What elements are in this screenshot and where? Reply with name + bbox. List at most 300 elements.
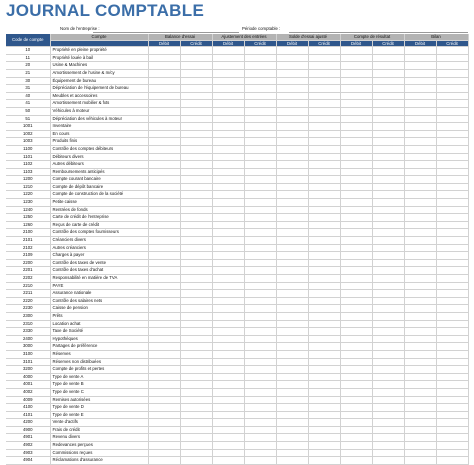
credit-cell[interactable] — [308, 320, 340, 328]
debit-cell[interactable] — [148, 47, 180, 55]
debit-cell[interactable] — [276, 396, 308, 404]
debit-cell[interactable] — [148, 214, 180, 222]
credit-cell[interactable] — [436, 282, 468, 290]
debit-cell[interactable] — [212, 252, 244, 260]
credit-cell[interactable] — [244, 252, 276, 260]
debit-cell[interactable] — [148, 290, 180, 298]
credit-cell[interactable] — [244, 145, 276, 153]
debit-cell[interactable] — [212, 343, 244, 351]
credit-cell[interactable] — [436, 335, 468, 343]
credit-cell[interactable] — [372, 138, 404, 146]
account-code-cell[interactable]: 4901 — [6, 434, 50, 442]
credit-cell[interactable] — [436, 373, 468, 381]
debit-cell[interactable] — [404, 168, 436, 176]
account-code-cell[interactable]: 1240 — [6, 206, 50, 214]
credit-cell[interactable] — [308, 343, 340, 351]
credit-cell[interactable] — [244, 426, 276, 434]
account-name-cell[interactable]: Assurance nationale — [50, 290, 148, 298]
debit-cell[interactable] — [404, 54, 436, 62]
account-code-cell[interactable]: 1102 — [6, 161, 50, 169]
debit-cell[interactable] — [276, 168, 308, 176]
debit-cell[interactable] — [212, 176, 244, 184]
account-code-cell[interactable]: 4002 — [6, 388, 50, 396]
debit-cell[interactable] — [148, 388, 180, 396]
debit-cell[interactable] — [212, 221, 244, 229]
credit-cell[interactable] — [308, 138, 340, 146]
account-code-cell[interactable]: 1001 — [6, 123, 50, 131]
debit-cell[interactable] — [276, 123, 308, 131]
credit-cell[interactable] — [372, 328, 404, 336]
debit-cell[interactable] — [148, 244, 180, 252]
credit-cell[interactable] — [180, 297, 212, 305]
debit-cell[interactable] — [404, 419, 436, 427]
credit-cell[interactable] — [308, 191, 340, 199]
debit-cell[interactable] — [212, 206, 244, 214]
debit-cell[interactable] — [404, 221, 436, 229]
debit-cell[interactable] — [148, 168, 180, 176]
credit-cell[interactable] — [244, 130, 276, 138]
debit-cell[interactable] — [212, 350, 244, 358]
credit-cell[interactable] — [436, 54, 468, 62]
debit-cell[interactable] — [276, 312, 308, 320]
credit-cell[interactable] — [244, 388, 276, 396]
debit-cell[interactable] — [404, 388, 436, 396]
credit-cell[interactable] — [436, 419, 468, 427]
account-name-cell[interactable]: Véhicules à moteur — [50, 107, 148, 115]
debit-cell[interactable] — [340, 411, 372, 419]
debit-cell[interactable] — [404, 312, 436, 320]
credit-cell[interactable] — [436, 381, 468, 389]
debit-cell[interactable] — [148, 206, 180, 214]
credit-cell[interactable] — [180, 350, 212, 358]
credit-cell[interactable] — [180, 404, 212, 412]
credit-cell[interactable] — [308, 145, 340, 153]
credit-cell[interactable] — [180, 77, 212, 85]
debit-cell[interactable] — [340, 229, 372, 237]
debit-cell[interactable] — [276, 335, 308, 343]
debit-cell[interactable] — [148, 161, 180, 169]
debit-cell[interactable] — [148, 419, 180, 427]
account-name-cell[interactable]: Contrôle des taxes d'achat — [50, 267, 148, 275]
account-name-cell[interactable]: Créanciers divers — [50, 237, 148, 245]
account-code-cell[interactable]: 40 — [6, 92, 50, 100]
debit-cell[interactable] — [212, 457, 244, 465]
account-name-cell[interactable]: Propriété en pleine propriété — [50, 47, 148, 55]
credit-cell[interactable] — [180, 252, 212, 260]
debit-cell[interactable] — [340, 350, 372, 358]
credit-cell[interactable] — [436, 229, 468, 237]
account-name-cell[interactable]: Vente d'actifs — [50, 419, 148, 427]
credit-cell[interactable] — [372, 267, 404, 275]
credit-cell[interactable] — [180, 229, 212, 237]
debit-cell[interactable] — [276, 244, 308, 252]
debit-cell[interactable] — [212, 396, 244, 404]
debit-cell[interactable] — [276, 449, 308, 457]
credit-cell[interactable] — [436, 77, 468, 85]
credit-cell[interactable] — [180, 130, 212, 138]
credit-cell[interactable] — [372, 320, 404, 328]
credit-cell[interactable] — [436, 107, 468, 115]
debit-cell[interactable] — [340, 107, 372, 115]
credit-cell[interactable] — [436, 350, 468, 358]
credit-cell[interactable] — [436, 168, 468, 176]
credit-cell[interactable] — [244, 350, 276, 358]
debit-cell[interactable] — [148, 404, 180, 412]
credit-cell[interactable] — [308, 107, 340, 115]
debit-cell[interactable] — [404, 47, 436, 55]
credit-cell[interactable] — [180, 411, 212, 419]
debit-cell[interactable] — [276, 191, 308, 199]
debit-cell[interactable] — [212, 199, 244, 207]
credit-cell[interactable] — [244, 381, 276, 389]
credit-cell[interactable] — [180, 62, 212, 70]
credit-cell[interactable] — [372, 130, 404, 138]
credit-cell[interactable] — [436, 92, 468, 100]
debit-cell[interactable] — [404, 206, 436, 214]
credit-cell[interactable] — [436, 267, 468, 275]
credit-cell[interactable] — [244, 366, 276, 374]
account-name-cell[interactable]: Réclamations d'assurance — [50, 457, 148, 465]
account-name-cell[interactable]: Frais de crédit — [50, 426, 148, 434]
credit-cell[interactable] — [244, 229, 276, 237]
credit-cell[interactable] — [308, 115, 340, 123]
account-code-cell[interactable]: 4200 — [6, 419, 50, 427]
credit-cell[interactable] — [244, 404, 276, 412]
credit-cell[interactable] — [180, 191, 212, 199]
debit-cell[interactable] — [276, 373, 308, 381]
credit-cell[interactable] — [180, 426, 212, 434]
credit-cell[interactable] — [308, 259, 340, 267]
account-code-cell[interactable]: 2210 — [6, 282, 50, 290]
account-name-cell[interactable]: PAYE — [50, 282, 148, 290]
debit-cell[interactable] — [276, 426, 308, 434]
debit-cell[interactable] — [340, 115, 372, 123]
debit-cell[interactable] — [148, 69, 180, 77]
credit-cell[interactable] — [180, 85, 212, 93]
debit-cell[interactable] — [212, 335, 244, 343]
account-code-cell[interactable]: 2330 — [6, 328, 50, 336]
credit-cell[interactable] — [180, 449, 212, 457]
credit-cell[interactable] — [308, 350, 340, 358]
account-code-cell[interactable]: 1101 — [6, 153, 50, 161]
debit-cell[interactable] — [340, 214, 372, 222]
account-code-cell[interactable]: 20 — [6, 62, 50, 70]
account-name-cell[interactable]: Type de vente D — [50, 404, 148, 412]
credit-cell[interactable] — [244, 275, 276, 283]
credit-cell[interactable] — [244, 100, 276, 108]
account-name-cell[interactable]: Redevances perçues — [50, 442, 148, 450]
debit-cell[interactable] — [340, 161, 372, 169]
debit-cell[interactable] — [148, 358, 180, 366]
account-code-cell[interactable]: 2300 — [6, 312, 50, 320]
debit-cell[interactable] — [148, 153, 180, 161]
credit-cell[interactable] — [372, 290, 404, 298]
debit-cell[interactable] — [340, 92, 372, 100]
credit-cell[interactable] — [244, 396, 276, 404]
credit-cell[interactable] — [180, 275, 212, 283]
debit-cell[interactable] — [404, 199, 436, 207]
account-name-cell[interactable]: Type de vente E — [50, 411, 148, 419]
credit-cell[interactable] — [372, 335, 404, 343]
credit-cell[interactable] — [436, 290, 468, 298]
debit-cell[interactable] — [404, 77, 436, 85]
credit-cell[interactable] — [244, 77, 276, 85]
credit-cell[interactable] — [244, 328, 276, 336]
credit-cell[interactable] — [308, 77, 340, 85]
debit-cell[interactable] — [404, 404, 436, 412]
debit-cell[interactable] — [340, 206, 372, 214]
account-code-cell[interactable]: 51 — [6, 115, 50, 123]
credit-cell[interactable] — [436, 221, 468, 229]
debit-cell[interactable] — [148, 434, 180, 442]
debit-cell[interactable] — [340, 199, 372, 207]
credit-cell[interactable] — [244, 297, 276, 305]
debit-cell[interactable] — [404, 153, 436, 161]
credit-cell[interactable] — [308, 457, 340, 465]
credit-cell[interactable] — [308, 252, 340, 260]
debit-cell[interactable] — [276, 328, 308, 336]
debit-cell[interactable] — [404, 183, 436, 191]
debit-cell[interactable] — [276, 237, 308, 245]
account-name-cell[interactable]: Carte de crédit de l'entreprise — [50, 214, 148, 222]
credit-cell[interactable] — [180, 282, 212, 290]
company-name-field[interactable] — [93, 32, 239, 33]
credit-cell[interactable] — [436, 206, 468, 214]
account-name-cell[interactable]: Contrôle des taxes de vente — [50, 259, 148, 267]
account-code-cell[interactable]: 50 — [6, 107, 50, 115]
account-code-cell[interactable]: 4903 — [6, 449, 50, 457]
debit-cell[interactable] — [212, 320, 244, 328]
account-code-cell[interactable]: 31 — [6, 85, 50, 93]
debit-cell[interactable] — [148, 123, 180, 131]
credit-cell[interactable] — [308, 381, 340, 389]
credit-cell[interactable] — [308, 366, 340, 374]
account-code-cell[interactable]: 2220 — [6, 297, 50, 305]
credit-cell[interactable] — [244, 343, 276, 351]
debit-cell[interactable] — [340, 138, 372, 146]
credit-cell[interactable] — [436, 62, 468, 70]
account-name-cell[interactable]: Amortissement mobilier & fxts — [50, 100, 148, 108]
debit-cell[interactable] — [148, 396, 180, 404]
debit-cell[interactable] — [212, 328, 244, 336]
debit-cell[interactable] — [340, 85, 372, 93]
debit-cell[interactable] — [212, 358, 244, 366]
credit-cell[interactable] — [372, 115, 404, 123]
credit-cell[interactable] — [180, 221, 212, 229]
debit-cell[interactable] — [340, 388, 372, 396]
debit-cell[interactable] — [340, 457, 372, 465]
debit-cell[interactable] — [404, 358, 436, 366]
debit-cell[interactable] — [212, 85, 244, 93]
account-code-cell[interactable]: 1210 — [6, 183, 50, 191]
account-code-cell[interactable]: 30 — [6, 77, 50, 85]
credit-cell[interactable] — [180, 366, 212, 374]
credit-cell[interactable] — [244, 62, 276, 70]
credit-cell[interactable] — [436, 176, 468, 184]
debit-cell[interactable] — [340, 244, 372, 252]
debit-cell[interactable] — [340, 221, 372, 229]
credit-cell[interactable] — [308, 47, 340, 55]
debit-cell[interactable] — [340, 290, 372, 298]
credit-cell[interactable] — [372, 77, 404, 85]
credit-cell[interactable] — [180, 153, 212, 161]
account-name-cell[interactable]: Autres débiteurs — [50, 161, 148, 169]
credit-cell[interactable] — [180, 343, 212, 351]
credit-cell[interactable] — [308, 153, 340, 161]
debit-cell[interactable] — [148, 62, 180, 70]
credit-cell[interactable] — [180, 396, 212, 404]
debit-cell[interactable] — [276, 221, 308, 229]
debit-cell[interactable] — [212, 388, 244, 396]
debit-cell[interactable] — [404, 366, 436, 374]
credit-cell[interactable] — [436, 237, 468, 245]
debit-cell[interactable] — [276, 297, 308, 305]
debit-cell[interactable] — [276, 47, 308, 55]
credit-cell[interactable] — [372, 199, 404, 207]
debit-cell[interactable] — [404, 62, 436, 70]
debit-cell[interactable] — [212, 214, 244, 222]
account-name-cell[interactable]: Remboursements anticipés — [50, 168, 148, 176]
credit-cell[interactable] — [244, 373, 276, 381]
credit-cell[interactable] — [436, 214, 468, 222]
debit-cell[interactable] — [148, 92, 180, 100]
debit-cell[interactable] — [340, 343, 372, 351]
credit-cell[interactable] — [372, 54, 404, 62]
debit-cell[interactable] — [148, 366, 180, 374]
credit-cell[interactable] — [372, 343, 404, 351]
debit-cell[interactable] — [148, 130, 180, 138]
credit-cell[interactable] — [244, 244, 276, 252]
debit-cell[interactable] — [148, 100, 180, 108]
account-name-cell[interactable]: Petite caisse — [50, 199, 148, 207]
credit-cell[interactable] — [372, 442, 404, 450]
credit-cell[interactable] — [244, 335, 276, 343]
debit-cell[interactable] — [148, 282, 180, 290]
account-name-cell[interactable]: Partages de préférence — [50, 343, 148, 351]
credit-cell[interactable] — [372, 282, 404, 290]
debit-cell[interactable] — [276, 183, 308, 191]
debit-cell[interactable] — [404, 320, 436, 328]
credit-cell[interactable] — [180, 388, 212, 396]
account-name-cell[interactable]: Contrôle des comptes débiteurs — [50, 145, 148, 153]
debit-cell[interactable] — [148, 145, 180, 153]
debit-cell[interactable] — [276, 381, 308, 389]
account-name-cell[interactable]: Réserves — [50, 350, 148, 358]
credit-cell[interactable] — [308, 183, 340, 191]
debit-cell[interactable] — [404, 343, 436, 351]
credit-cell[interactable] — [180, 335, 212, 343]
debit-cell[interactable] — [340, 183, 372, 191]
credit-cell[interactable] — [372, 358, 404, 366]
debit-cell[interactable] — [148, 442, 180, 450]
credit-cell[interactable] — [180, 145, 212, 153]
debit-cell[interactable] — [212, 130, 244, 138]
debit-cell[interactable] — [212, 54, 244, 62]
credit-cell[interactable] — [244, 449, 276, 457]
account-code-cell[interactable]: 2230 — [6, 305, 50, 313]
credit-cell[interactable] — [372, 305, 404, 313]
debit-cell[interactable] — [148, 426, 180, 434]
credit-cell[interactable] — [244, 115, 276, 123]
debit-cell[interactable] — [276, 343, 308, 351]
debit-cell[interactable] — [340, 123, 372, 131]
account-code-cell[interactable]: 4101 — [6, 411, 50, 419]
debit-cell[interactable] — [276, 100, 308, 108]
debit-cell[interactable] — [212, 191, 244, 199]
debit-cell[interactable] — [212, 404, 244, 412]
account-code-cell[interactable]: 2109 — [6, 252, 50, 260]
credit-cell[interactable] — [180, 69, 212, 77]
credit-cell[interactable] — [436, 85, 468, 93]
debit-cell[interactable] — [276, 305, 308, 313]
debit-cell[interactable] — [340, 252, 372, 260]
credit-cell[interactable] — [308, 123, 340, 131]
credit-cell[interactable] — [308, 69, 340, 77]
debit-cell[interactable] — [276, 145, 308, 153]
debit-cell[interactable] — [148, 199, 180, 207]
credit-cell[interactable] — [244, 214, 276, 222]
credit-cell[interactable] — [372, 92, 404, 100]
credit-cell[interactable] — [244, 282, 276, 290]
credit-cell[interactable] — [436, 449, 468, 457]
debit-cell[interactable] — [276, 411, 308, 419]
account-name-cell[interactable]: Revenu divers — [50, 434, 148, 442]
credit-cell[interactable] — [180, 100, 212, 108]
debit-cell[interactable] — [276, 350, 308, 358]
debit-cell[interactable] — [340, 442, 372, 450]
credit-cell[interactable] — [308, 275, 340, 283]
credit-cell[interactable] — [308, 62, 340, 70]
credit-cell[interactable] — [372, 183, 404, 191]
debit-cell[interactable] — [148, 312, 180, 320]
debit-cell[interactable] — [340, 100, 372, 108]
credit-cell[interactable] — [436, 100, 468, 108]
debit-cell[interactable] — [212, 305, 244, 313]
credit-cell[interactable] — [436, 259, 468, 267]
account-name-cell[interactable]: Compte de dépôt bancaire — [50, 183, 148, 191]
debit-cell[interactable] — [148, 320, 180, 328]
debit-cell[interactable] — [212, 237, 244, 245]
debit-cell[interactable] — [148, 457, 180, 465]
debit-cell[interactable] — [404, 107, 436, 115]
credit-cell[interactable] — [180, 457, 212, 465]
credit-cell[interactable] — [244, 176, 276, 184]
credit-cell[interactable] — [372, 396, 404, 404]
credit-cell[interactable] — [308, 426, 340, 434]
debit-cell[interactable] — [276, 457, 308, 465]
debit-cell[interactable] — [212, 62, 244, 70]
credit-cell[interactable] — [308, 161, 340, 169]
credit-cell[interactable] — [180, 419, 212, 427]
credit-cell[interactable] — [244, 191, 276, 199]
credit-cell[interactable] — [244, 411, 276, 419]
account-code-cell[interactable]: 1200 — [6, 176, 50, 184]
debit-cell[interactable] — [212, 168, 244, 176]
credit-cell[interactable] — [436, 442, 468, 450]
credit-cell[interactable] — [372, 350, 404, 358]
credit-cell[interactable] — [372, 449, 404, 457]
credit-cell[interactable] — [308, 85, 340, 93]
debit-cell[interactable] — [212, 47, 244, 55]
credit-cell[interactable] — [308, 229, 340, 237]
credit-cell[interactable] — [436, 396, 468, 404]
credit-cell[interactable] — [308, 54, 340, 62]
credit-cell[interactable] — [244, 54, 276, 62]
account-code-cell[interactable]: 1103 — [6, 168, 50, 176]
debit-cell[interactable] — [148, 328, 180, 336]
credit-cell[interactable] — [308, 214, 340, 222]
account-name-cell[interactable]: Propriété louée à bail — [50, 54, 148, 62]
